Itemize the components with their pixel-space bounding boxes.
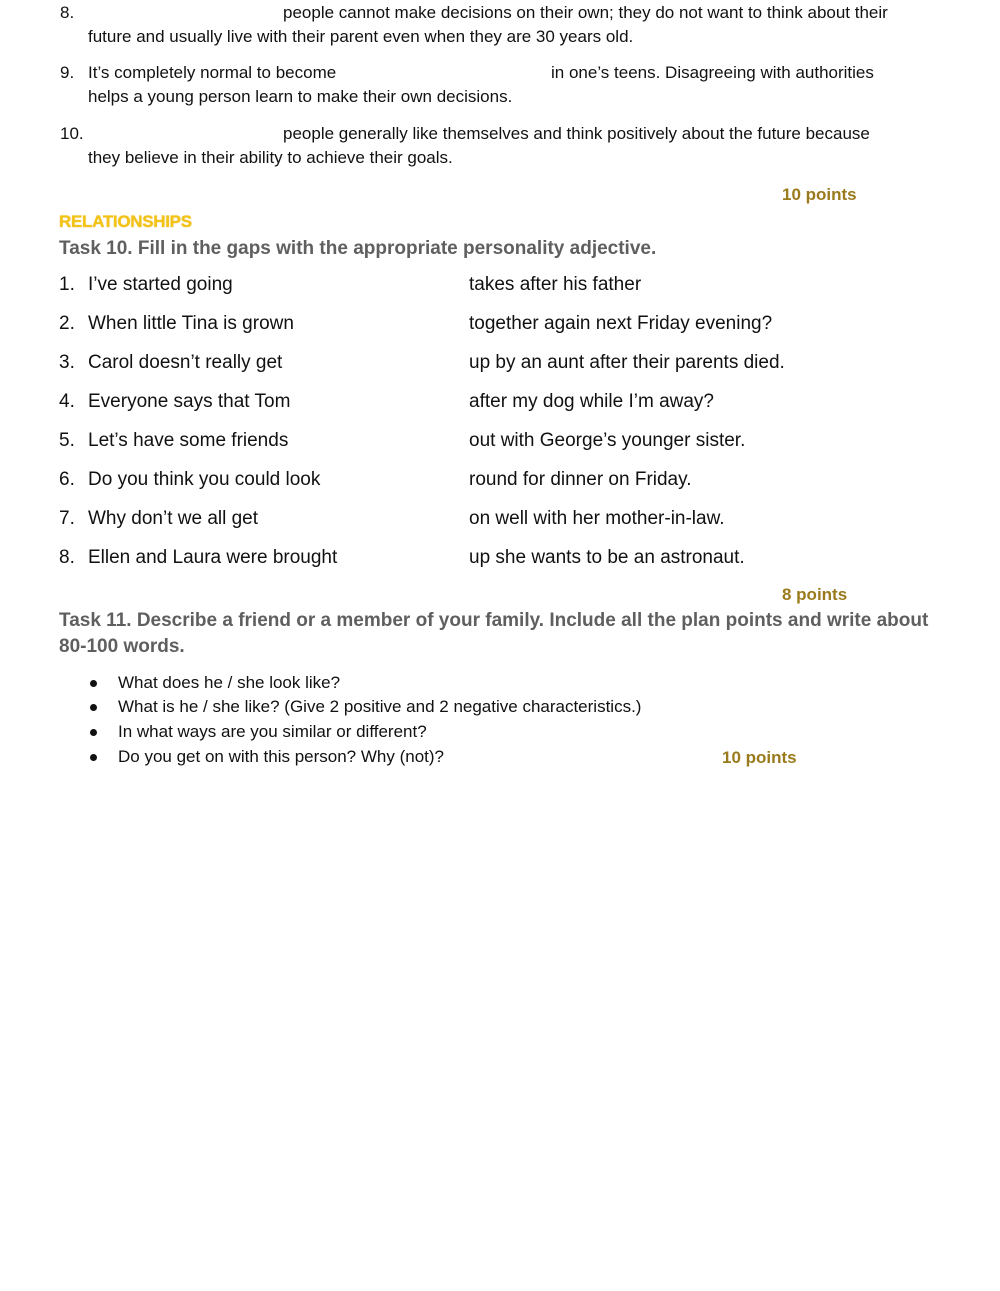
task-10-title: Task 10. Fill in the gaps with the appropriate personality adjective. <box>59 238 657 259</box>
task-11-title-line2: 80-100 words. <box>59 636 185 657</box>
sentence-start: Do you think you could look <box>88 469 321 490</box>
bullet-icon <box>90 729 97 736</box>
row-number: 8. <box>59 547 75 568</box>
item-text-line2: future and usually live with their parent even when they are 30 years old. <box>88 27 634 46</box>
item-text-line2: helps a young person learn to make their own decisions. <box>88 87 513 106</box>
sentence-start: Let’s have some friends <box>88 430 289 451</box>
sentence-start: I’ve started going <box>88 274 233 295</box>
row-number: 2. <box>59 313 75 334</box>
row-number: 1. <box>59 274 75 295</box>
sentence-end: out with George’s younger sister. <box>469 430 746 451</box>
plan-point: In what ways are you similar or different? <box>118 722 427 741</box>
sentence-end: up she wants to be an astronaut. <box>469 547 745 568</box>
bullet-icon <box>90 754 97 761</box>
sentence-start: Carol doesn’t really get <box>88 352 283 373</box>
item-number: 8. <box>60 3 75 22</box>
item-text-line2: they believe in their ability to achieve their goals. <box>88 148 453 167</box>
task-11-title: Task 11. Describe a friend or a member of your family. Include all the plan points and write about <box>59 610 929 631</box>
plan-point: What is he / she like? (Give 2 positive and 2 negative characteristics.) <box>118 697 642 716</box>
item-text: people generally like themselves and think positively about the future because <box>283 124 870 143</box>
row-number: 4. <box>59 391 75 412</box>
row-number: 6. <box>59 469 75 490</box>
sentence-start: Why don’t we all get <box>88 508 259 529</box>
bullet-icon <box>90 680 97 687</box>
sentence-end: after my dog while I’m away? <box>469 391 714 412</box>
item-text-after-gap: in one’s teens. Disagreeing with authorities <box>551 63 874 82</box>
sentence-end: round for dinner on Friday. <box>469 469 692 490</box>
row-number: 3. <box>59 352 75 373</box>
plan-point: What does he / she look like? <box>118 673 341 692</box>
plan-point: Do you get on with this person? Why (not)? <box>118 747 444 766</box>
sentence-start: Ellen and Laura were brought <box>88 547 338 568</box>
points-label: 10 points <box>722 748 797 767</box>
item-number: 9. <box>60 63 75 82</box>
row-number: 5. <box>59 430 75 451</box>
sentence-end: on well with her mother-in-law. <box>469 508 725 529</box>
points-label: 10 points <box>782 185 857 204</box>
sentence-end: up by an aunt after their parents died. <box>469 352 785 373</box>
section-heading: RELATIONSHIPS <box>59 212 192 231</box>
sentence-end: takes after his father <box>469 274 642 295</box>
sentence-end: together again next Friday evening? <box>469 313 773 334</box>
row-number: 7. <box>59 508 75 529</box>
item-number: 10. <box>60 124 84 143</box>
item-text: people cannot make decisions on their own; they do not want to think about their <box>283 3 888 22</box>
bullet-icon <box>90 704 97 711</box>
sentence-start: Everyone says that Tom <box>88 391 291 412</box>
sentence-start: When little Tina is grown <box>88 313 294 334</box>
item-text-before-gap: It’s completely normal to become <box>88 63 337 82</box>
points-label: 8 points <box>782 585 848 604</box>
